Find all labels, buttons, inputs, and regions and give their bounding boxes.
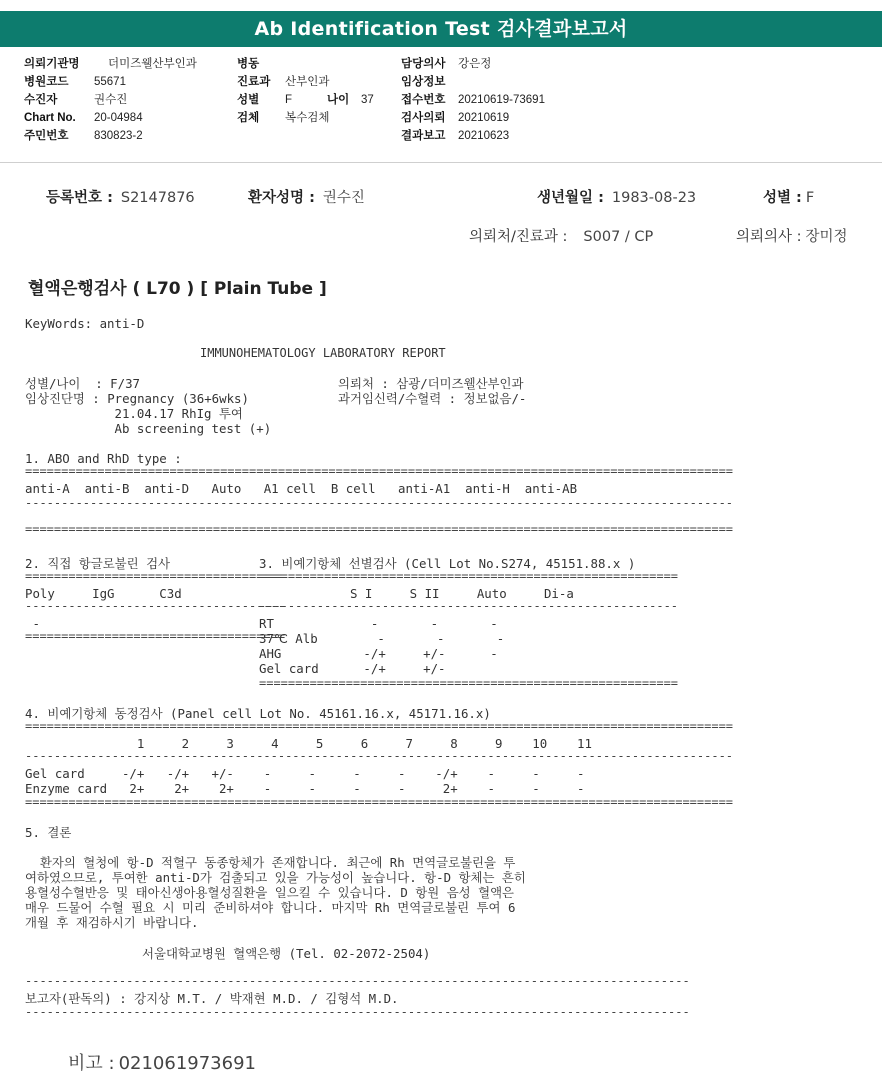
clinical-info-right: 의뢰처 : 삼광/더미즈웰산부인과 과거임신력/수혈력 : 정보없음/- xyxy=(338,376,527,406)
panel-rows: Gel card -/+ -/+ +/- - - - - -/+ - - - Enzyme card 2+ 2+ 2+ - - - - 2+ - - - xyxy=(25,766,585,796)
conclusion-title: 5. 결론 xyxy=(25,825,72,840)
header-field-requested: 검사의뢰 20210619 xyxy=(401,112,510,124)
header-field-reported: 결과보고 20210623 xyxy=(401,130,510,142)
double-rule: ================================================================================================== xyxy=(25,719,734,733)
header-field-institution: 의뢰기관명 더미즈웰산부인과 xyxy=(24,58,197,70)
double-rule: ================================================================================================== xyxy=(25,522,734,536)
conclusion-text: 환자의 혈청에 항-D 적혈구 동종항체가 존재합니다. 최근에 Rh 면역글로불린을 투 여하였으므로, 투여한 anti-D가 검출되고 있을 가능성이 높습니다. 항-D 항체는 흔히 용혈성수혈반응 및 태아신생아용혈성질환을 일으킬 수 있습니다. D 항원 음성 혈액은 매우 드물어 수혈 필요 시 미리 준비하셔야 합니다. 마지막 Rh 면역글로불린 투여 6 개월 후 재검하시기 바랍니다. xyxy=(25,855,526,930)
header-field-specimen: 검체 복수검체 xyxy=(237,112,330,124)
double-rule: ================================================================================================== xyxy=(25,464,734,478)
single-rule: -------------------------------------------------------------------------------------------- xyxy=(25,974,690,988)
header-field-patient: 수진자 권수진 xyxy=(24,94,128,106)
screening-title: 3. 비예기항체 선별검사 (Cell Lot No.S274, 45151.88.x ) xyxy=(259,556,636,571)
header-field-receipt-no: 접수번호 20210619-73691 xyxy=(401,94,545,106)
panel-header: 1 2 3 4 5 6 7 8 9 10 11 xyxy=(25,736,592,751)
registration-number: 등록번호 : S2147876 xyxy=(46,190,195,206)
patient-sex: 성별 : F xyxy=(763,190,815,206)
header-field-doctor: 담당의사 강은정 xyxy=(401,58,492,70)
header-field-department: 진료과 산부인과 xyxy=(237,76,330,88)
lab-report-title: IMMUNOHEMATOLOGY LABORATORY REPORT xyxy=(200,346,446,360)
double-rule: ================================================================================================== xyxy=(25,795,734,809)
single-rule: ---------------------------------------------------------- xyxy=(259,599,679,613)
header-field-resident-no: 주민번호 830823-2 xyxy=(24,130,143,142)
remarks: 비고 : 021061973691 xyxy=(68,1053,256,1074)
double-rule: ==================================== xyxy=(25,629,286,643)
double-rule: ==================================== xyxy=(25,569,286,583)
referral-doctor: 의뢰의사 : 장미정 xyxy=(736,229,848,245)
header-age-value: 37 xyxy=(361,94,374,106)
patient-name: 환자성명 : 권수진 xyxy=(248,190,365,206)
header-field-chart-no: Chart No. 20-04984 xyxy=(24,112,143,124)
header-field-clinical-info: 임상정보 xyxy=(401,76,446,88)
dat-header: Poly IgG C3d xyxy=(25,586,182,601)
report-title: Ab Identification Test 검사결과보고서 xyxy=(0,11,882,47)
double-rule: ========================================================== xyxy=(259,569,679,583)
screening-rows: RT - - - 37℃ Alb - - - AHG -/+ +/- - Gel card -/+ +/- xyxy=(259,616,505,676)
single-rule: -------------------------------------------------------------------------------------------------- xyxy=(25,496,734,510)
hospital-contact: 서울대학교병원 혈액은행 (Tel. 02-2072-2504) xyxy=(142,946,431,961)
referral-department: 의뢰처/진료과 : S007 / CP xyxy=(469,229,654,245)
abo-rhd-title: 1. ABO and RhD type : xyxy=(25,451,182,466)
header-col1 xyxy=(24,55,197,145)
dat-title: 2. 직접 항글로불린 검사 xyxy=(25,556,171,571)
header-col2 xyxy=(237,55,374,127)
section-title: 혈액은행검사 ( L70 ) [ Plain Tube ] xyxy=(28,279,327,299)
clinical-info-left: 성별/나이 : F/37 임상진단명 : Pregnancy (36+6wks) 21.04.17 RhIg 투여 Ab screening test (+) xyxy=(25,376,272,436)
dat-value: - xyxy=(25,616,40,631)
screening-header: S I S II Auto Di-a xyxy=(350,586,574,601)
panel-title: 4. 비예기항체 동정검사 (Panel cell Lot No. 45161.16.x, 45171.16.x) xyxy=(25,706,491,721)
reporter-line: 보고자(판독의) : 강지상 M.T. / 박재현 M.D. / 김형석 M.D. xyxy=(25,991,399,1006)
date-of-birth: 생년월일 : 1983-08-23 xyxy=(537,190,697,206)
header-col3 xyxy=(401,55,545,145)
double-rule: ========================================================== xyxy=(259,676,679,690)
abo-rhd-header: anti-A anti-B anti-D Auto A1 cell B cell anti-A1 anti-H anti-AB xyxy=(25,481,578,496)
keywords: KeyWords: anti-D xyxy=(25,316,145,331)
single-rule: ------------------------------------ xyxy=(25,599,286,613)
header-divider xyxy=(0,162,882,163)
single-rule: -------------------------------------------------------------------------------------------- xyxy=(25,1005,690,1019)
header-field-sex: 성별 F 나이 37 xyxy=(237,91,374,109)
header-age-label: 나이 xyxy=(327,94,350,106)
header-field-ward: 병동 xyxy=(237,58,260,70)
header-field-hospital-code: 병원코드 55671 xyxy=(24,76,126,88)
single-rule: -------------------------------------------------------------------------------------------------- xyxy=(25,749,734,763)
